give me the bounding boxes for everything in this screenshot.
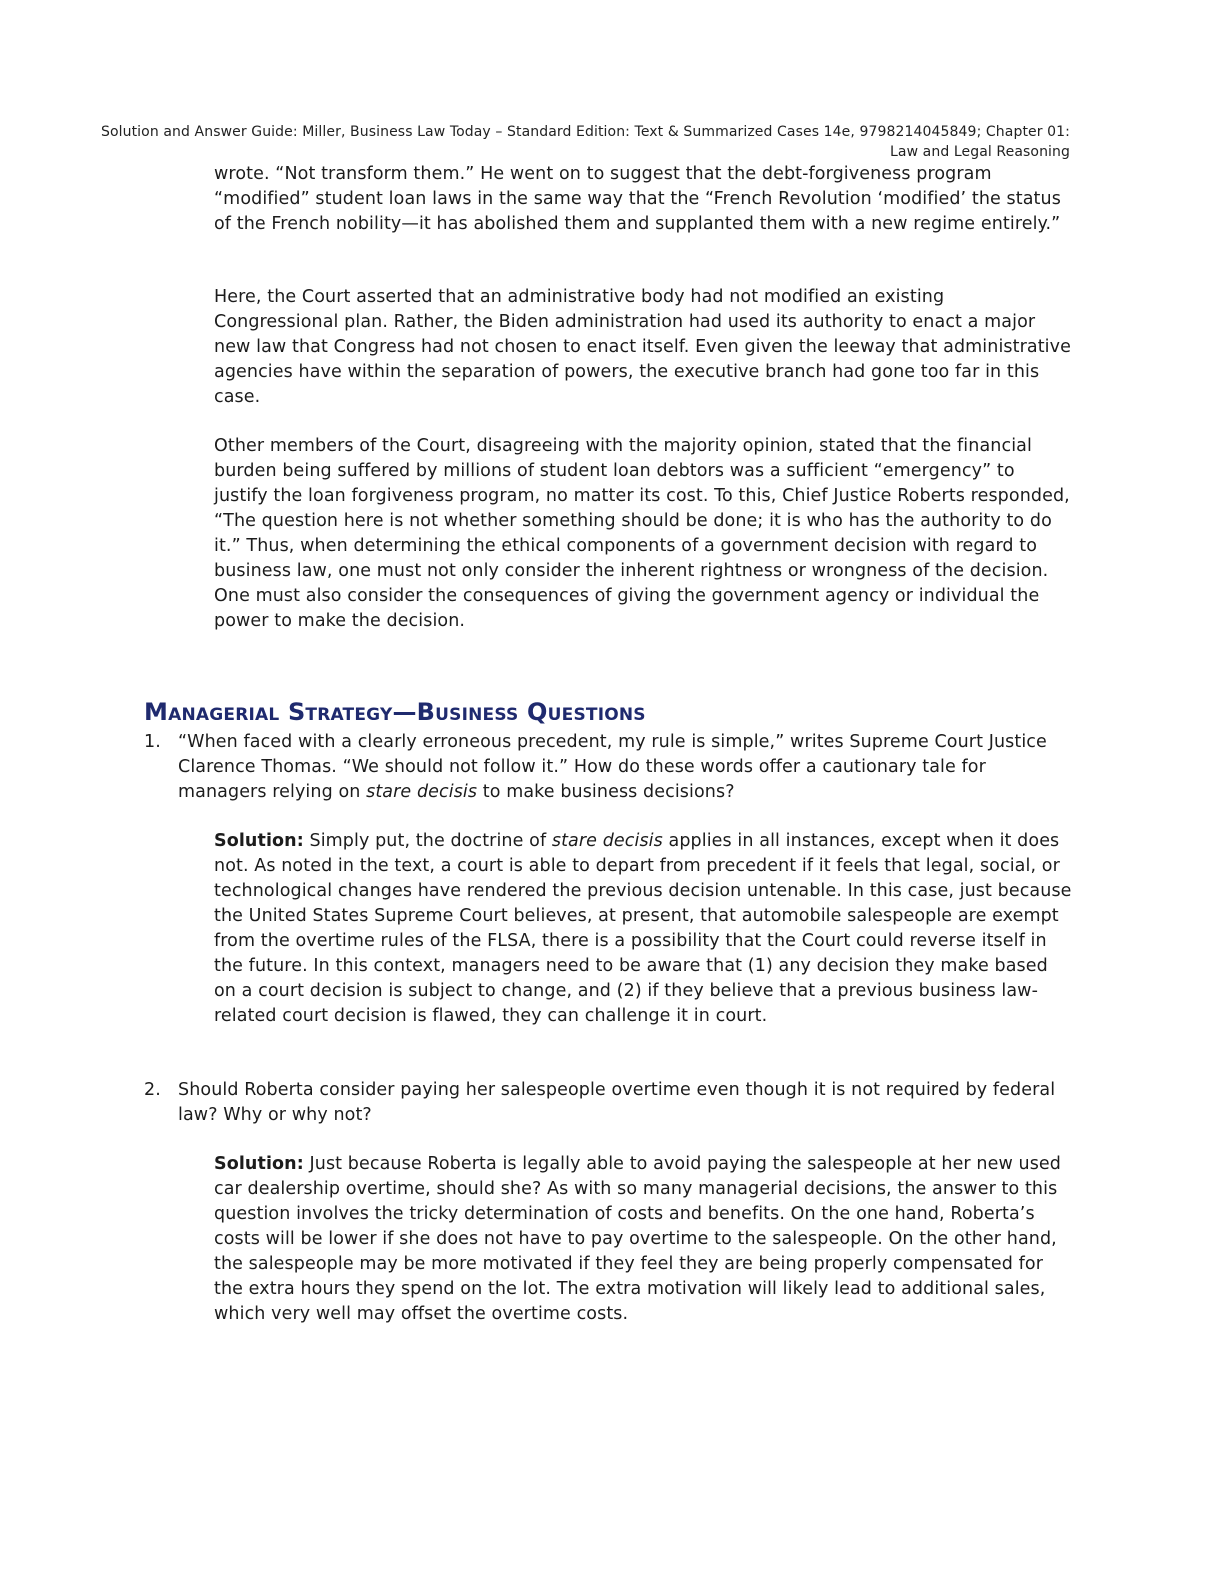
page-header <box>10 122 1070 162</box>
solution-label: Solution: <box>214 1154 304 1174</box>
section-heading: Managerial Strategy—Business Questions <box>144 698 646 726</box>
paragraph-3 <box>214 434 1074 634</box>
question-text: Should Roberta consider paying her salespeople overtime even though it is not required by federal law? Why or why not? <box>178 1080 1056 1125</box>
header-line-2: Law and Legal Reasoning <box>889 144 1070 160</box>
question-text-part: “When faced with a clearly erroneous precedent, my rule is simple,” writes Supreme Court Justice Clarence Thomas. “We should not follow it.” How do these words offer a cautionary tale for managers relying on <box>178 732 1047 802</box>
solution-text-part: Just because Roberta is legally able to avoid paying the salespeople at her new used car dealership overtime, should she? As with so many managerial decisions, the answer to this question involves the tricky determination of costs and benefits. On the one hand, Roberta’s costs will be lower if she does not have to pay overtime to the salespeople. On the other hand, the salespeople may be more motivated if they feel they are being properly compensated for the extra hours they spend on the lot. The extra motivation will likely lead to additional sales, which very well may offset the overtime costs. <box>214 1154 1062 1324</box>
paragraph-3-text: Other members of the Court, disagreeing with the majority opinion, stated that the financial burden being suffered by millions of student loan debtors was a sufficient “emergency” to justify the loan forgiveness program, no matter its cost. To this, Chief Justice Roberts responded, “The question here is not whether something should be done; it is who has the authority to do it.” Thus, when determining the ethical components of a government decision with regard to business law, one must not only consider the inherent rightness or wrongness of the decision. One must also consider the consequences of giving the government agency or individual the power to make the decision. <box>214 436 1070 631</box>
question-1 <box>144 730 1074 805</box>
solution-text-italic: stare decisis <box>551 831 663 851</box>
question-2 <box>144 1078 1074 1128</box>
paragraph-2 <box>214 285 1074 410</box>
header-line-1: Solution and Answer Guide: Miller, Business Law Today – Standard Edition: Text & Summarized Cases 14e, 9798214045849; Chapter 01: <box>100 124 1070 140</box>
question-number: 1. <box>144 732 161 752</box>
solution-2 <box>214 1152 1074 1327</box>
question-text <box>178 730 1074 805</box>
solution-1 <box>214 829 1074 1029</box>
question-text-part: to make business decisions? <box>477 782 735 802</box>
solution-text-part: Simply put, the doctrine of <box>303 831 552 851</box>
question-number: 2. <box>144 1080 161 1100</box>
paragraph-1 <box>214 162 1074 237</box>
question-text-italic: stare decisis <box>366 782 478 802</box>
solution-label: Solution: <box>214 831 304 851</box>
paragraph-2-text: Here, the Court asserted that an administrative body had not modified an existing Congressional plan. Rather, the Biden administration had used its authority to enact a major new law that Congress had not chosen to enact itself. Even given the leeway that administrative agencies have within the separation of powers, the executive branch had gone too far in this case. <box>214 287 1071 407</box>
solution-text-part: applies in all instances, except when it does not. As noted in the text, a court is able to depart from precedent if it feels that legal, social, or technological changes have rendered the previous decision untenable. In this case, just because the United States Supreme Court believes, at present, that automobile salespeople are exempt from the overtime rules of the FLSA, there is a possibility that the Court could reverse itself in the future. In this context, managers need to be aware that (1) any decision they make based on a court decision is subject to change, and (2) if they believe that a previous business law-related court decision is flawed, they can challenge it in court. <box>214 831 1072 1026</box>
paragraph-1-text: wrote. “Not transform them.” He went on to suggest that the debt-forgiveness program “modified” student loan laws in the same way that the “French Revolution ‘modified’ the status of the French nobility—it has abolished them and supplanted them with a new regime entirely.” <box>214 164 1061 234</box>
